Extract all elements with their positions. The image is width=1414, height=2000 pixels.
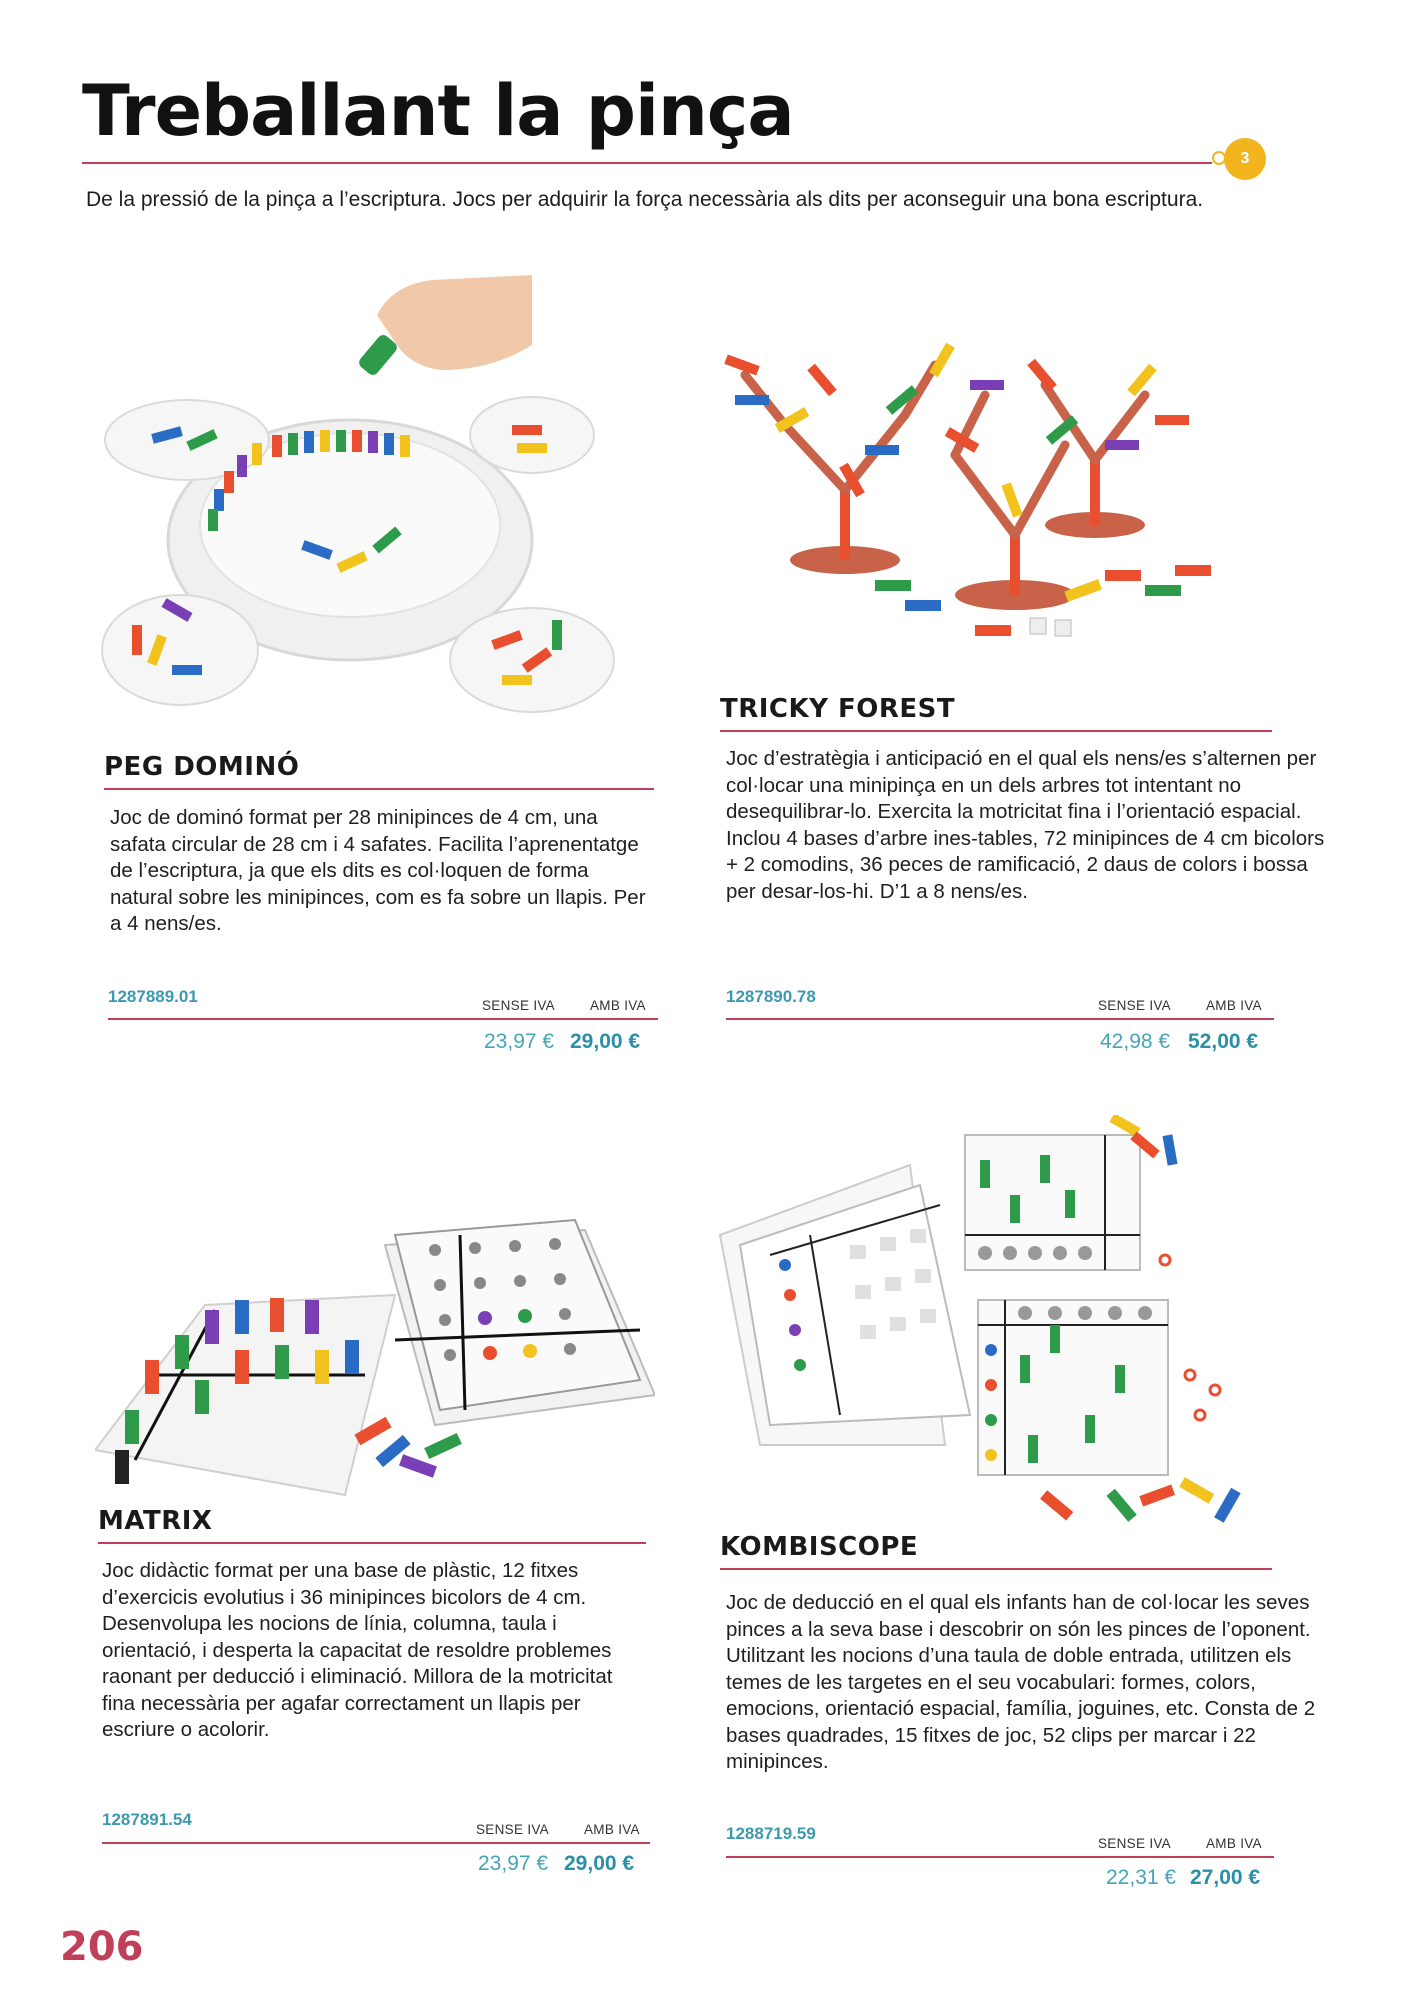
price-label-without-vat: SENSE IVA xyxy=(1098,998,1171,1013)
matrix-image xyxy=(95,1210,655,1500)
price-with-vat: 27,00 € xyxy=(1190,1866,1261,1889)
product-name-divider xyxy=(98,1542,646,1544)
price-divider xyxy=(726,1856,1274,1858)
price-with-vat: 29,00 € xyxy=(570,1030,641,1053)
product-description: Joc de dominó format per 28 minipinces de 4 cm, una safata circular de 28 cm i 4 safates. Facilita l’aprenentatge de l’escriptura, ja que els dits es col·loquen de forma natural sobre les minipinces, com es fa sobre un llapis. Per a 4 nens/es. xyxy=(110,806,646,935)
peg-domino-image xyxy=(92,275,637,730)
price-without-vat: 22,31 € xyxy=(1106,1866,1177,1889)
tricky-forest-image xyxy=(705,335,1250,665)
age-badge-number: 3 xyxy=(1224,138,1266,180)
price-label-with-vat: AMB IVA xyxy=(1206,1836,1262,1851)
price-without-vat: 42,98 € xyxy=(1100,1030,1171,1053)
price-with-vat: 52,00 € xyxy=(1188,1030,1259,1053)
product-reference: 1288719.59 xyxy=(726,1824,816,1843)
page-number: 206 xyxy=(60,1924,144,1970)
kombiscope-image xyxy=(710,1115,1280,1545)
product-name-divider xyxy=(720,1568,1272,1570)
price-divider xyxy=(108,1018,658,1020)
title-divider xyxy=(82,162,1212,164)
price-without-vat: 23,97 € xyxy=(484,1030,555,1053)
price-without-vat: 23,97 € xyxy=(478,1852,549,1875)
price-with-vat: 29,00 € xyxy=(564,1852,635,1875)
price-label-with-vat: AMB IVA xyxy=(1206,998,1262,1013)
product-name-divider xyxy=(720,730,1272,732)
product-name: KOMBISCOPE xyxy=(720,1532,919,1562)
product-reference: 1287891.54 xyxy=(102,1810,192,1829)
price-label-with-vat: AMB IVA xyxy=(584,1822,640,1837)
price-label-without-vat: SENSE IVA xyxy=(1098,1836,1171,1851)
price-label-without-vat: SENSE IVA xyxy=(476,1822,549,1837)
product-description: Joc didàctic format per una base de plàstic, 12 fitxes d’exercicis evolutius i 36 minipinces bicolors de 4 cm. Desenvolupa les nocions de línia, columna, taula i orientació, i desperta la capacitat de resoldre problemes raonant per deducció i eliminació. Millora de la motricitat fina necessària per agafar correctament un llapis per escriure o acolorir. xyxy=(102,1559,613,1741)
intro-text: De la pressió de la pinça a l’escriptura. Jocs per adquirir la força necessària als dits per aconseguir una bona escriptura. xyxy=(86,188,1204,211)
price-label-with-vat: AMB IVA xyxy=(590,998,646,1013)
product-description: Joc de deducció en el qual els infants han de col·locar les seves pinces a la seva base i descobrir on són les pinces de l’oponent. Utilitzant les nocions d’una taula de doble entrada, utilitzen els temes de les targetes en el seu vocabulari: formes, colors, emocions, orientació espacial, família, joguines, etc. Consta de 2 bases quadrades, 15 fitxes de joc, 52 clips per marcar i 22 minipinces. xyxy=(726,1591,1316,1773)
price-divider xyxy=(102,1842,650,1844)
product-name: MATRIX xyxy=(98,1506,213,1536)
price-divider xyxy=(726,1018,1274,1020)
product-description: Joc d’estratègia i anticipació en el qual els nens/es s’alternen per col·locar una minipinça en un dels arbres tot intentant no desequilibrar-lo. Exercita la motricitat fina i l’orientació espacial. Inclou 4 bases d’arbre ines-tables, 72 minipinces de 4 cm bicolors + 2 comodins, 36 peces de ramificació, 2 daus de colors i bossa per desar-los-hi. D’1 a 8 nens/es. xyxy=(726,747,1325,903)
product-name: PEG DOMINÓ xyxy=(104,752,300,782)
price-label-without-vat: SENSE IVA xyxy=(482,998,555,1013)
page-title: Treballant la pinça xyxy=(82,70,794,152)
product-name: TRICKY FOREST xyxy=(720,694,956,724)
product-name-divider xyxy=(104,788,654,790)
product-reference: 1287890.78 xyxy=(726,987,816,1006)
age-badge xyxy=(1212,138,1260,180)
product-reference: 1287889.01 xyxy=(108,987,198,1006)
